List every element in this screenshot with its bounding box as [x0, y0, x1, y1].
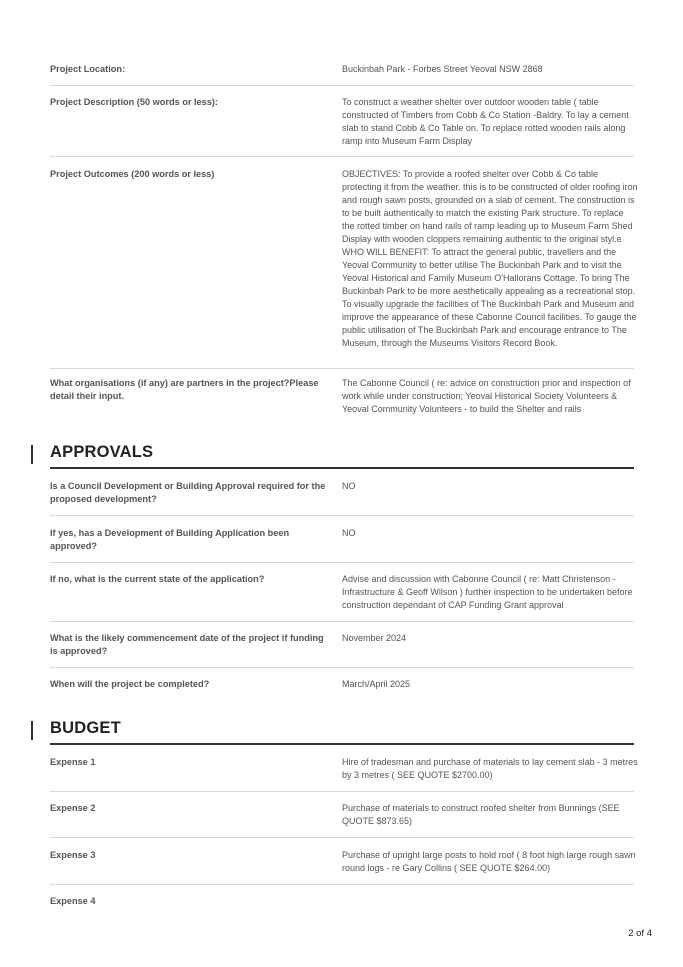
- page-number: 2 of 4: [628, 928, 652, 939]
- budget-row-expense-3: [50, 849, 634, 885]
- project-description-value: To construct a weather shelter over outdoor wooden table ( table constructed of Timbers from Cobb & Co Station -Baldry. To lay a cement slab to stand Cobb & Co Table on. To replace rotted wooden rails along ramp into Museum Farm Display: [342, 97, 629, 146]
- budget-heading: BUDGET: [50, 719, 121, 737]
- approval-row-value: NO: [342, 528, 356, 538]
- approval-row-completion-date: [50, 678, 634, 700]
- approvals-section-marker: [31, 445, 33, 464]
- project-location-value: Buckinbah Park - Forbes Street Yeoval NSW 2868: [342, 64, 543, 74]
- budget-row-expense-4: [50, 895, 634, 913]
- budget-row-value: Purchase of materials to construct roofed shelter from Bunnings (SEE QUOTE $873.65): [342, 803, 620, 826]
- approval-row-value: NO: [342, 481, 356, 491]
- project-outcomes-label: Project Outcomes (200 words or less): [50, 169, 215, 179]
- budget-row-label: Expense 3: [50, 850, 96, 860]
- approval-row-application-state: [50, 573, 634, 622]
- budget-row-expense-2: [50, 802, 634, 838]
- project-description-label: Project Description (50 words or less):: [50, 97, 218, 107]
- approval-row-label: If yes, has a Development of Building Application been approved?: [50, 528, 290, 551]
- project-outcomes-row: [50, 168, 638, 369]
- project-location-row: [50, 63, 634, 86]
- approval-row-commencement-date: [50, 632, 634, 668]
- budget-row-label: Expense 4: [50, 896, 96, 906]
- project-location-label: Project Location:: [50, 64, 126, 74]
- approval-row-label: If no, what is the current state of the application?: [50, 574, 265, 584]
- project-outcomes-value: OBJECTIVES: To provide a roofed shelter over Cobb & Co table protecting it from the weather. this is to be constructed of older roofing iron and rough sawn posts, grounded on a slab of cement. The construction is to be built authentically to match the existing Park structure. To replace the rotted timber on hand rails of ramp leading up to Museum Farm Shed Display with wooden cloppers remaining authentic to the original styl.e WHO WILL BENEFIT: To attract the general public, travellers and the Yeoval Community to better utilise The Buckinbah Park and to visit the Yeoval Historical and Family Museum O'Hallorans Cottage. To bring The Buckinbah Park to be more aesthetically appealing as a recreational stop. To visually upgrade the facilities of The Buckinbah Park and Museum and improve the appearance of these Cabonne Council facilities. To gauge the public utilisation of The Buckinbah Park and encourage entrance to The Museum, through the Museums Visitors Record Book.: [342, 169, 638, 348]
- approval-row-label: When will the project be completed?: [50, 679, 210, 689]
- budget-row-label: Expense 1: [50, 757, 96, 767]
- budget-row-expense-1: [50, 756, 638, 792]
- budget-section-marker: [31, 721, 33, 740]
- approval-row-label: Is a Council Development or Building Approval required for the proposed development?: [50, 481, 326, 504]
- budget-row-label: Expense 2: [50, 803, 96, 813]
- budget-row-value: Purchase of upright large posts to hold roof ( 8 foot high large rough sawn round logs - re Gary Collins ( SEE QUOTE $264.00): [342, 850, 636, 873]
- approval-row-application-approved: [50, 527, 634, 563]
- approval-row-value: November 2024: [342, 633, 407, 643]
- approvals-heading-rule: [50, 467, 634, 469]
- approvals-heading: APPROVALS: [50, 443, 154, 461]
- budget-row-value: Hire of tradesman and purchase of materials to lay cement slab - 3 metres by 3 metres ( SEE QUOTE $2700.00): [342, 757, 638, 780]
- approval-row-value: Advise and discussion with Cabonne Council ( re: Matt Christenson - Infrastructure & Geoff Wilson ) further inspection to be undertaken before construction dependant of CAP Funding Grant approval: [342, 574, 633, 610]
- project-partners-value: The Cabonne Council ( re: advice on construction prior and inspection of work while under construction; Yeoval Historical Society Volunteers & Yeoval Community Volunteers - to build the Shelter and rails: [342, 378, 631, 414]
- approval-row-council-approval: [50, 480, 634, 516]
- approval-row-value: March/April 2025: [342, 679, 411, 689]
- project-partners-label: What organisations (if any) are partners in the project?Please detail their input.: [50, 378, 319, 401]
- project-description-row: [50, 96, 634, 157]
- budget-heading-rule: [50, 743, 634, 745]
- project-partners-row: [50, 377, 634, 421]
- approval-row-label: What is the likely commencement date of the project if funding is approved?: [50, 633, 324, 656]
